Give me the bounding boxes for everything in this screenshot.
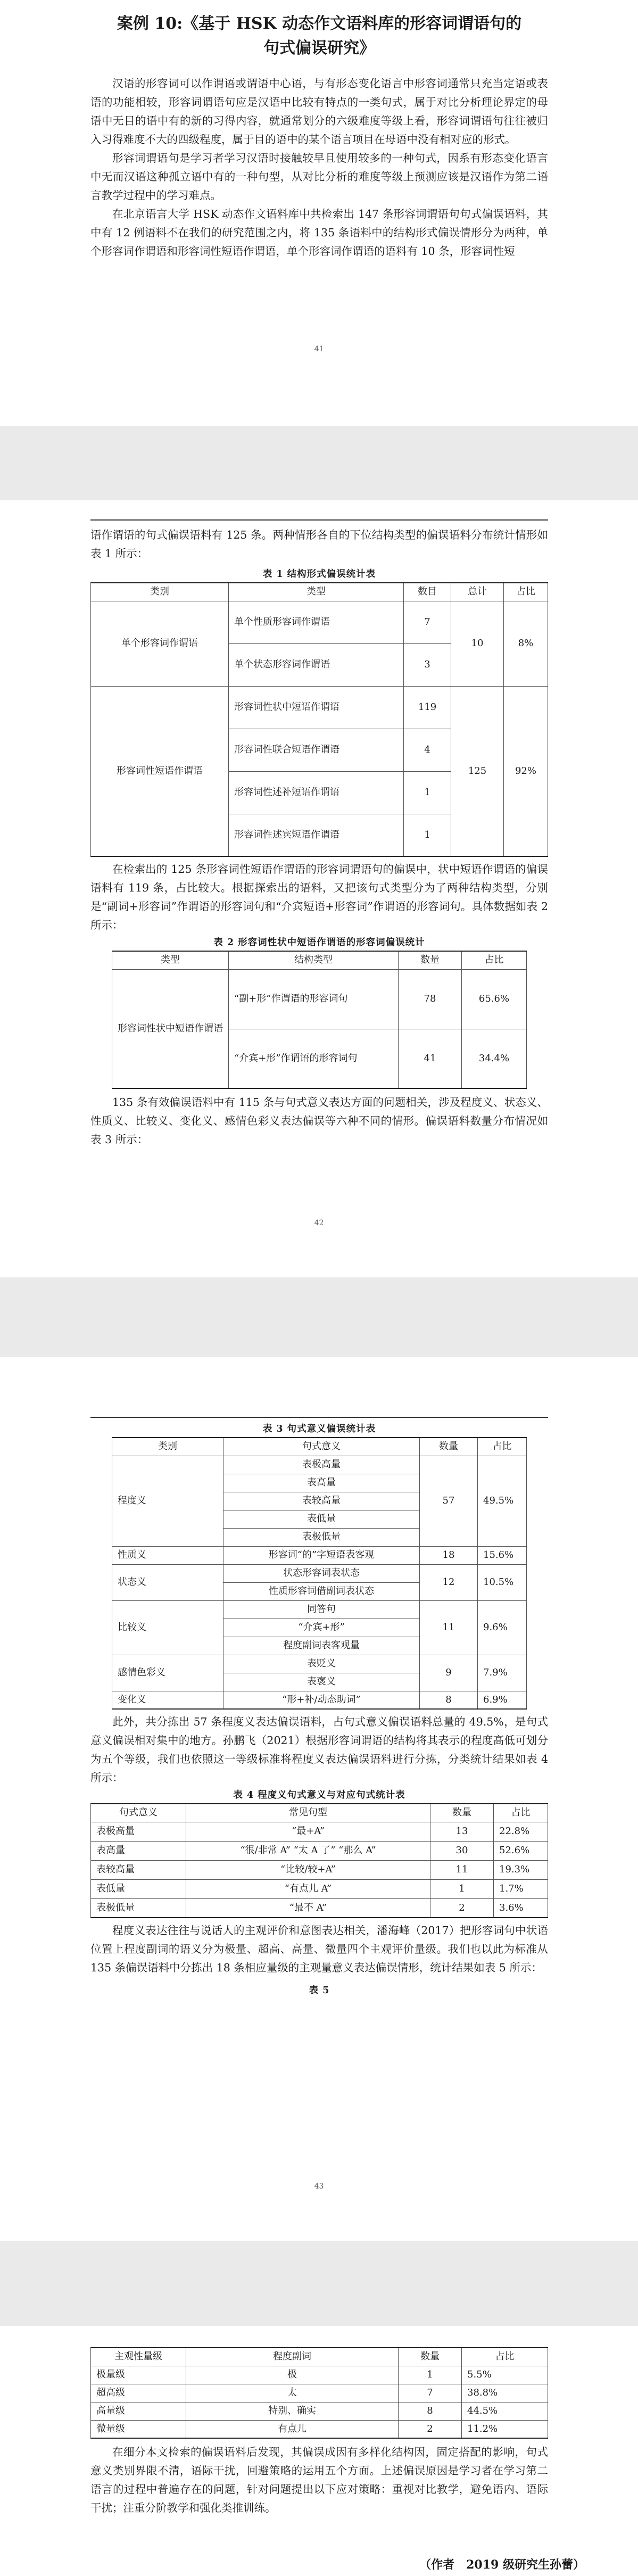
count-cell: 1	[430, 1879, 494, 1898]
meaning-cell: 表高量	[223, 1474, 420, 1492]
table-caption: 表 2 形容词性状中短语作谓语的形容词偏误统计	[213, 937, 425, 948]
table-row	[91, 2384, 548, 2402]
ratio-cell: 7.9%	[478, 1655, 527, 1691]
total-cell: 125	[451, 686, 504, 856]
table-header: 数量	[430, 1804, 494, 1822]
table-header: 类别	[112, 1438, 223, 1456]
count-cell: 8	[420, 1691, 478, 1709]
count-cell: 7	[399, 2384, 462, 2402]
ratio-cell: 52.6%	[494, 1841, 548, 1860]
count-cell: 12	[420, 1564, 478, 1600]
table-row	[91, 2402, 548, 2420]
count-cell: 78	[399, 969, 462, 1029]
ratio-cell: 19.3%	[494, 1860, 548, 1879]
table-row	[91, 2366, 548, 2384]
ratio-cell: 8%	[504, 601, 548, 686]
type-cell: 单个状态形容词作谓语	[229, 643, 404, 686]
table-row	[91, 1879, 548, 1898]
type-cell: 形容词性述宾短语作谓语	[229, 814, 404, 856]
count-cell: 11	[430, 1860, 494, 1879]
meaning-cell: 表高量	[91, 1841, 186, 1860]
meaning-cell: “形+补/动态助词”	[223, 1691, 420, 1709]
table-header: 占比	[494, 1804, 548, 1822]
table-row	[112, 1655, 527, 1673]
meaning-cell: 表低量	[91, 1879, 186, 1898]
count-cell: 57	[420, 1456, 478, 1546]
table-row	[91, 1841, 548, 1860]
meaning-cell: 表低量	[223, 1510, 420, 1528]
meaning-cell: 表极高量	[223, 1456, 420, 1474]
ratio-cell: 10.5%	[478, 1564, 527, 1600]
pattern-cell: “比较/较+A”	[186, 1860, 430, 1879]
table-header: 占比	[462, 2348, 548, 2366]
table-2	[112, 951, 527, 1089]
meaning-cell: 表极高量	[91, 1822, 186, 1841]
table-caption: 表 5	[309, 1985, 330, 1996]
table-row	[112, 1691, 527, 1709]
count-cell: 9	[420, 1655, 478, 1691]
table-row	[112, 1600, 527, 1619]
category-cell: 形容词性状中短语作谓语	[112, 969, 229, 1088]
table-header: 占比	[504, 583, 548, 601]
meaning-cell: 性质形容词借副词表状态	[223, 1582, 420, 1600]
table-header: 类别	[91, 583, 229, 601]
table-row	[91, 601, 548, 643]
ratio-cell: 5.5%	[462, 2366, 548, 2384]
ratio-cell: 15.6%	[478, 1546, 527, 1564]
table-header: 程度副词	[186, 2348, 399, 2366]
table-header: 数量	[399, 2348, 462, 2366]
level-cell: 微量级	[91, 2420, 186, 2438]
paragraph: 135 条有效偏误语料中有 115 条与句式意义表达方面的问题相关，涉及程度义、状态义、性质义、比较义、变化义、感情色彩义表达偏误等六种不同的情形。偏误语料数量分布情况如表 3 所示：	[90, 1096, 548, 1146]
count-cell: 1	[404, 814, 451, 856]
table-header: 数量	[420, 1438, 478, 1456]
ratio-cell: 38.8%	[462, 2384, 548, 2402]
ratio-cell: 34.4%	[462, 1029, 527, 1088]
paragraph: 在细分本文检索的偏误语料后发现，其偏误成因有多样化结构因，固定搭配的影响，句式意义类别界限不清，语际干扰，回避策略的运用五个方面。上述偏误原因是学习者在学习第二语言的过程中普遍存在的问题，针对问题提出以下应对策略：重视对比教学，避免语内、语际干扰；注重分阶教学和强化类推训练。	[90, 2446, 548, 2514]
ratio-cell: 6.9%	[478, 1691, 527, 1709]
category-cell: 感情色彩义	[112, 1655, 223, 1691]
table-header: 句式意义	[223, 1438, 420, 1456]
page-gap	[0, 426, 638, 500]
count-cell: 11	[420, 1600, 478, 1655]
count-cell: 30	[430, 1841, 494, 1860]
paragraph: 程度义表达往往与说话人的主观评价和意图表达相关，潘海峰（2017）把形容词句中状语位置上程度副词的语义分为极量、超高、高量、微量四个主观评价量级。我们也以此为标准从 135 条偏误语料中分拣出 18 条相应量级的主观量意义表达偏误情形，统计结果如表 5 所示：	[90, 1924, 548, 1974]
table-row	[112, 969, 527, 1029]
table-row	[112, 1456, 527, 1474]
page-number: 43	[314, 2182, 324, 2191]
table-header: 总计	[451, 583, 504, 601]
table-row	[112, 1564, 527, 1582]
meaning-cell: 表较高量	[223, 1492, 420, 1510]
table-1	[90, 582, 548, 857]
table-header: 句式意义	[91, 1804, 186, 1822]
type-cell: 形容词性联合短语作谓语	[229, 729, 404, 771]
ratio-cell: 11.2%	[462, 2420, 548, 2438]
type-cell: “介宾+形”作谓语的形容词句	[229, 1029, 399, 1088]
meaning-cell: 同答句	[223, 1600, 420, 1619]
paragraph: 形容词谓语句是学习者学习汉语时接触较早且使用较多的一种句式，因系有形态变化语言中无而汉语这种孤立语中有的一种句型，从对比分析的难度等级上预测应该是汉语作为第二语言教学过程中的学习难点。	[90, 152, 548, 202]
page-2	[0, 500, 638, 1277]
count-cell: 13	[430, 1822, 494, 1841]
ratio-cell: 49.5%	[478, 1456, 527, 1546]
table-header: 数目	[404, 583, 451, 601]
table-5	[90, 2347, 548, 2439]
page-gap	[0, 2241, 638, 2326]
paragraph: 在北京语言大学 HSK 动态作文语料库中共检索出 147 条形容词谓语句句式偏误语料，其中有 12 例语料不在我们的研究范围之内，将 135 条语料中的结构形式偏误情形分为两种，单个形容词作谓语和形容词性短语作谓语，单个形容词作谓语的语料有 10 条，形容词性短	[90, 208, 548, 258]
total-cell: 10	[451, 601, 504, 686]
table-row	[112, 1546, 527, 1564]
case-title: 案例 10:《基于 HSK 动态作文语料库的形容词谓语句的句式偏误研究》	[117, 14, 522, 57]
pattern-cell: “最不 A”	[186, 1898, 430, 1918]
count-cell: 4	[404, 729, 451, 771]
page-1	[0, 0, 638, 426]
adverb-cell: 有点儿	[186, 2420, 399, 2438]
table-header: 常见句型	[186, 1804, 430, 1822]
table-header: 占比	[462, 951, 527, 969]
page-3	[0, 1357, 638, 2241]
paragraph: 语作谓语的句式偏误语料有 125 条。两种情形各自的下位结构类型的偏误语料分布统计情形如表 1 所示：	[90, 529, 548, 560]
count-cell: 1	[404, 771, 451, 814]
level-cell: 超高级	[91, 2384, 186, 2402]
pattern-cell: “很/非常 A” “太 A 了” “那么 A”	[186, 1841, 430, 1860]
adverb-cell: 特别、确实	[186, 2402, 399, 2420]
table-header: 主观性量级	[91, 2348, 186, 2366]
ratio-cell: 1.7%	[494, 1879, 548, 1898]
page-number: 41	[314, 345, 324, 353]
ratio-cell: 65.6%	[462, 969, 527, 1029]
table-caption: 表 1 结构形式偏误统计表	[262, 569, 376, 580]
type-cell: “副+形”作谓语的形容词句	[229, 969, 399, 1029]
ratio-cell: 92%	[504, 686, 548, 856]
type-cell: 形容词性状中短语作谓语	[229, 686, 404, 729]
table-header: 结构类型	[229, 951, 399, 969]
ratio-cell: 9.6%	[478, 1600, 527, 1655]
count-cell: 3	[404, 643, 451, 686]
pattern-cell: “有点儿 A”	[186, 1879, 430, 1898]
category-cell: 性质义	[112, 1546, 223, 1564]
count-cell: 2	[399, 2420, 462, 2438]
level-cell: 高量级	[91, 2402, 186, 2420]
table-header: 占比	[478, 1438, 527, 1456]
meaning-cell: 表贬义	[223, 1655, 420, 1673]
table-row	[91, 1898, 548, 1918]
table-4	[90, 1803, 548, 1918]
meaning-cell: 表极低量	[223, 1528, 420, 1546]
meaning-cell: 程度副词表客观量	[223, 1637, 420, 1655]
ratio-cell: 3.6%	[494, 1898, 548, 1918]
category-cell: 形容词性短语作谓语	[91, 686, 229, 856]
meaning-cell: 表褒义	[223, 1673, 420, 1691]
table-row	[91, 1860, 548, 1879]
category-cell: 单个形容词作谓语	[91, 601, 229, 686]
page-gap	[0, 1277, 638, 1357]
table-header: 数量	[399, 951, 462, 969]
table-header: 类型	[229, 583, 404, 601]
table-row	[91, 686, 548, 729]
paragraph: 在检索出的 125 条形容词性短语作谓语的形容词谓语句的偏误中，状中短语作谓语的偏误语料有 119 条，占比较大。根据探索出的语料，又把该句式类型分为了两种结构类型，分别是“副词+形容词”作谓语的形容词句和“介宾短语+形容词”作谓语的形容词句。具体数据如表 2 所示：	[90, 863, 548, 931]
table-row	[91, 1822, 548, 1841]
page-4-body	[90, 2347, 548, 2517]
type-cell: 单个性质形容词作谓语	[229, 601, 404, 643]
count-cell: 18	[420, 1546, 478, 1564]
ratio-cell: 44.5%	[462, 2402, 548, 2420]
table-row	[91, 2420, 548, 2438]
category-cell: 变化义	[112, 1691, 223, 1709]
page-1-body	[90, 12, 548, 261]
adverb-cell: 太	[186, 2384, 399, 2402]
type-cell: 形容词性述补短语作谓语	[229, 771, 404, 814]
page-number: 42	[314, 1219, 324, 1227]
table-header: 类型	[112, 951, 229, 969]
count-cell: 8	[399, 2402, 462, 2420]
ratio-cell: 22.8%	[494, 1822, 548, 1841]
count-cell: 1	[399, 2366, 462, 2384]
paragraph: 汉语的形容词可以作谓语或谓语中心语，与有形态变化语言中形容词通常只充当定语或表语的功能相较，形容词谓语句应是汉语中比较有特点的一类句式，属于对比分析理论界定的母语中无目的语中有的新的习得内容，就通常划分的六级难度等级上看，形容词谓语句往往被归入习得难度不大的四级程度，属于目的语中的某个语言项目在母语中没有相对应的形式。	[90, 77, 548, 146]
page-3-body	[90, 1421, 548, 1999]
header-rule	[90, 1417, 548, 1418]
adverb-cell: 极	[186, 2366, 399, 2384]
meaning-cell: 表较高量	[91, 1860, 186, 1879]
count-cell: 2	[430, 1898, 494, 1918]
table-3	[112, 1437, 527, 1710]
page-4	[0, 2326, 638, 2576]
count-cell: 119	[404, 686, 451, 729]
meaning-cell: 表极低量	[91, 1898, 186, 1918]
author-credit: （作者 2019 级研究生孙蕾）	[419, 2558, 585, 2572]
pattern-cell: “最+A”	[186, 1822, 430, 1841]
level-cell: 极量级	[91, 2366, 186, 2384]
category-cell: 状态义	[112, 1564, 223, 1600]
table-caption: 表 3 句式意义偏误统计表	[262, 1424, 376, 1434]
meaning-cell: 形容词“的”字短语表客观	[223, 1546, 420, 1564]
meaning-cell: 状态形容词表状态	[223, 1564, 420, 1582]
meaning-cell: “介宾+形”	[223, 1619, 420, 1637]
header-rule	[90, 519, 548, 521]
page-2-body	[90, 526, 548, 1149]
category-cell: 比较义	[112, 1600, 223, 1655]
table-caption: 表 4 程度义句式意义与对应句式统计表	[233, 1790, 405, 1801]
paragraph: 此外，共分拣出 57 条程度义表达偏误语料，占句式意义偏误语料总量的 49.5%，是句式意义偏误相对集中的地方。孙鹏飞（2021）根据形容词谓语的结构将其表示的程度高低可划分为五个等级，我们也依照这一等级标准将程度义表达偏误语料进行分拣，分类统计结果如表 4 所示：	[90, 1715, 548, 1784]
count-cell: 7	[404, 601, 451, 643]
count-cell: 41	[399, 1029, 462, 1088]
category-cell: 程度义	[112, 1456, 223, 1546]
